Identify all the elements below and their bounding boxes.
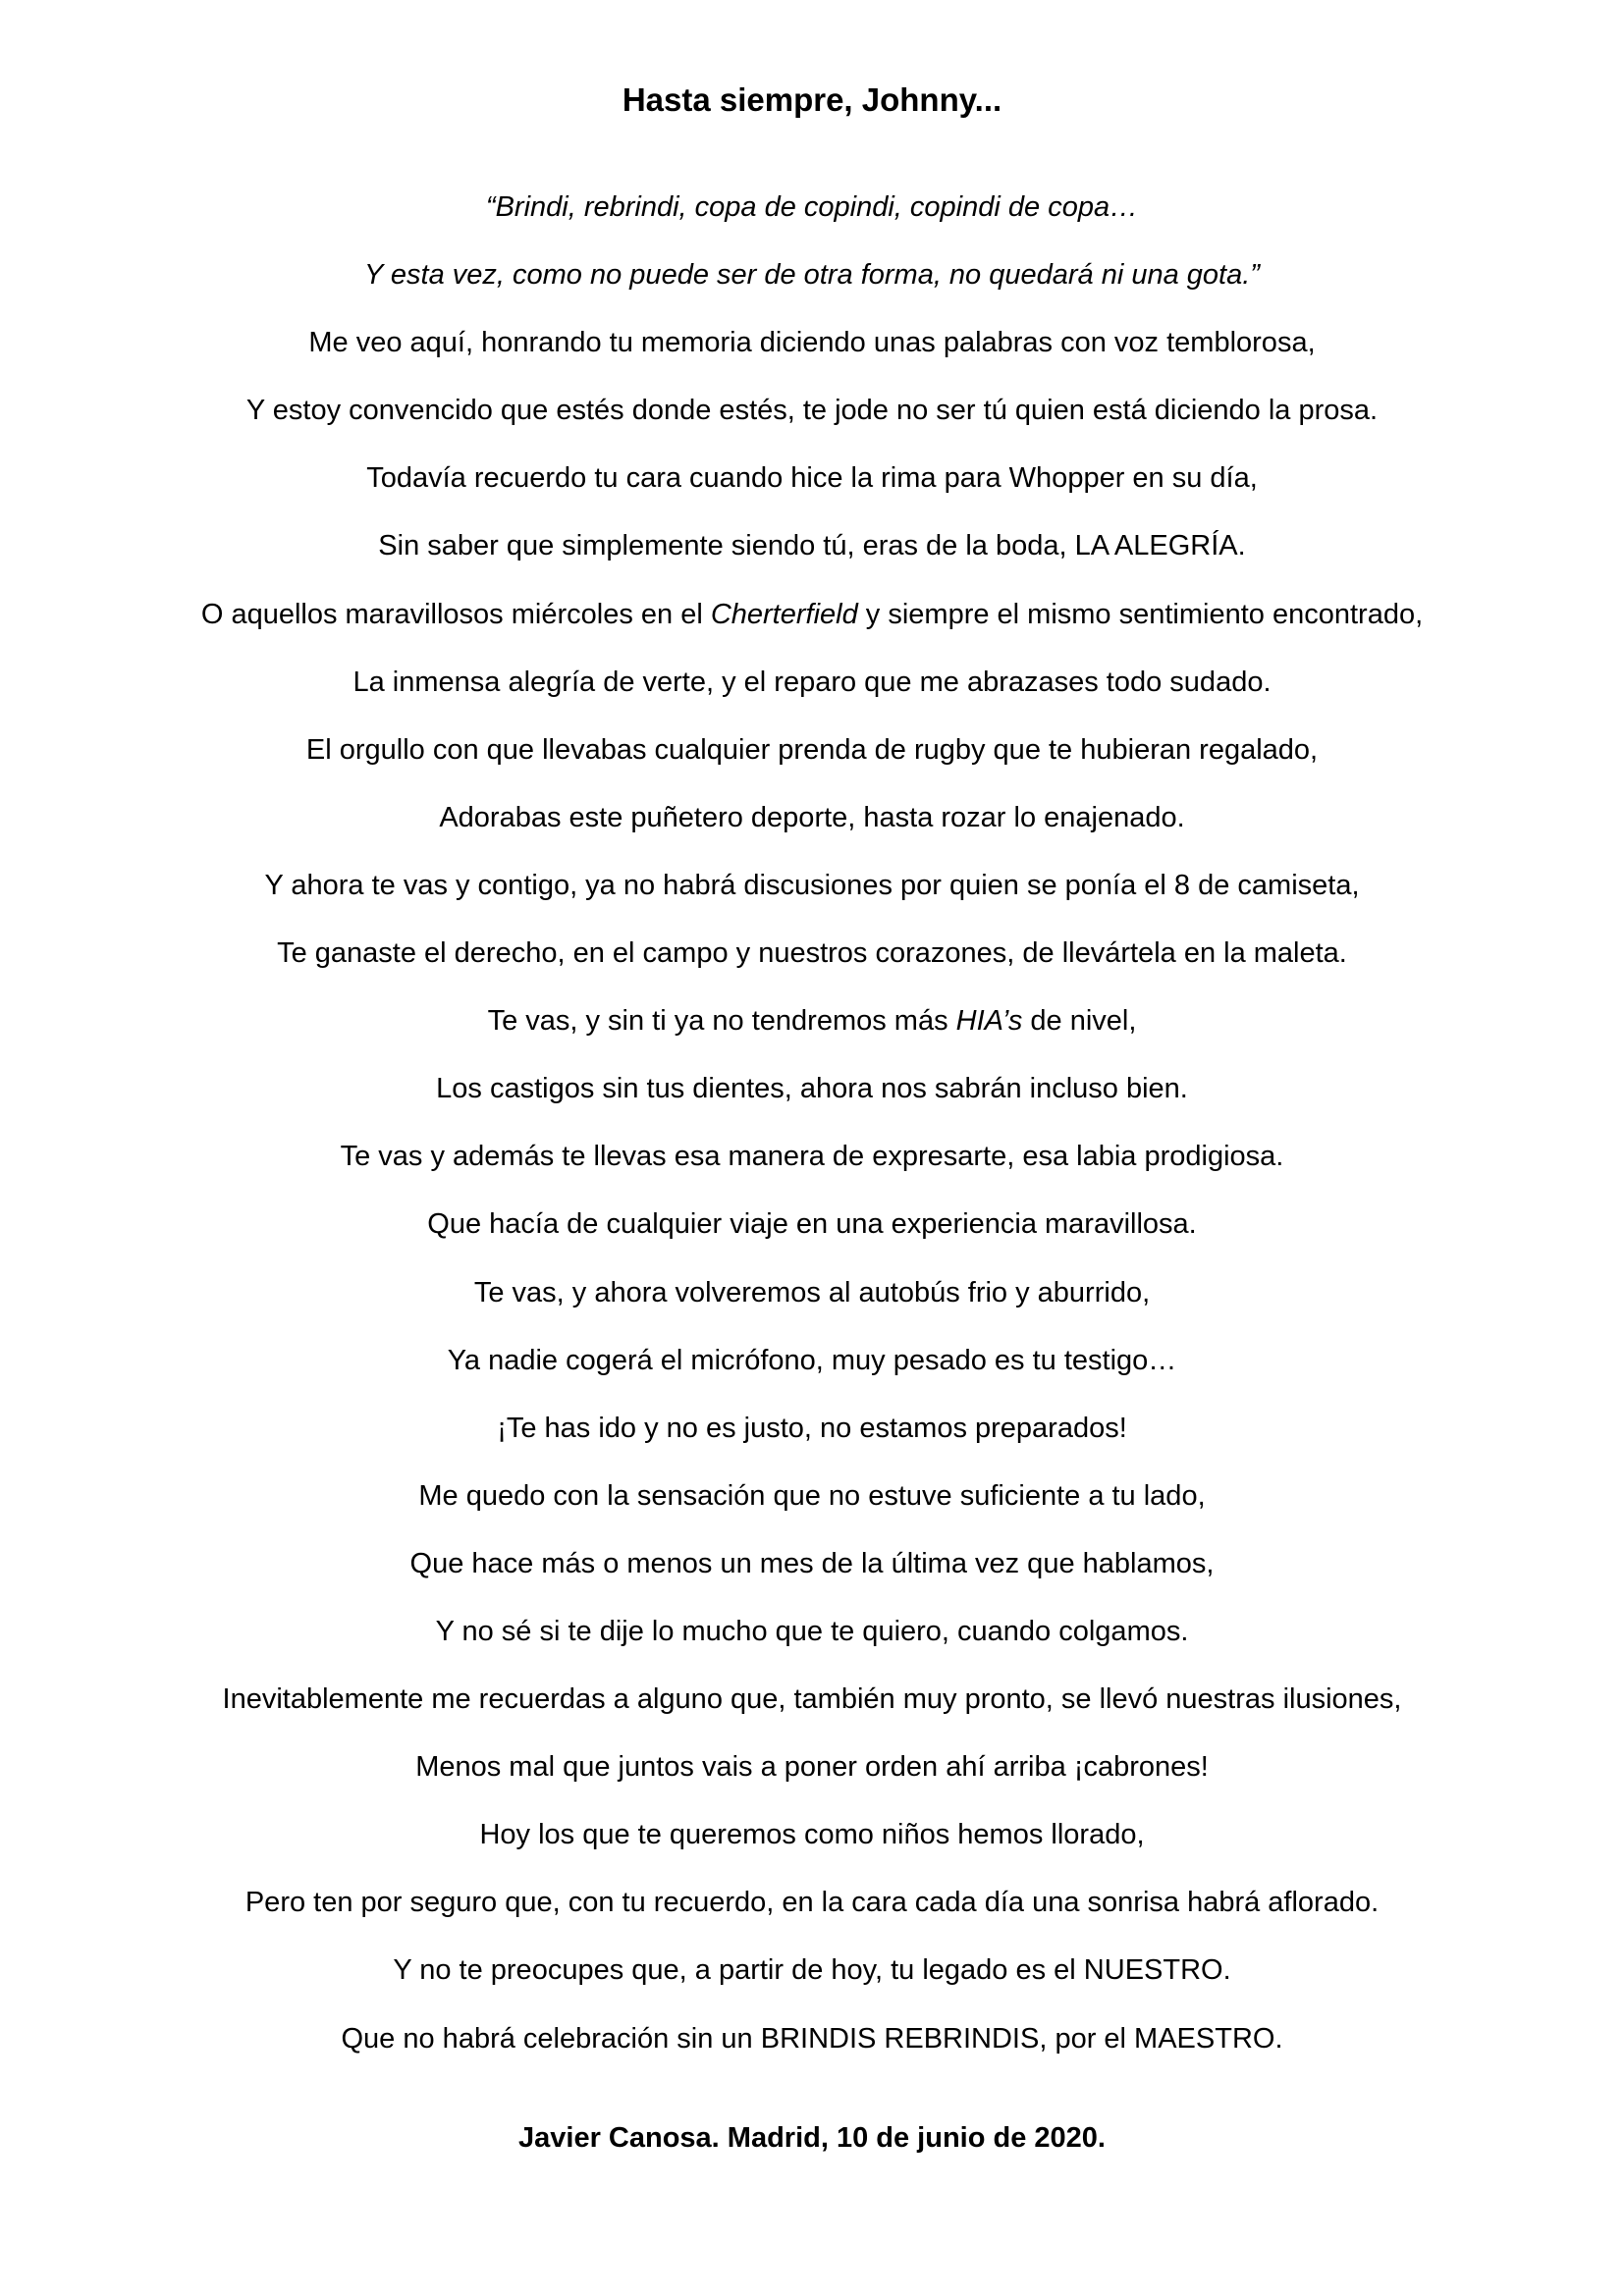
poem-line-text: de nivel, <box>1022 1005 1137 1038</box>
poem-line: Y no sé si te dije lo mucho que te quiero, cuando colgamos. <box>435 1615 1189 1647</box>
poem-line: Y esta vez, como no puede ser de otra forma, no quedará ni una gota.” <box>364 259 1260 292</box>
poem-line: Y no te preocupes que, a partir de hoy, tu legado es el NUESTRO. <box>393 1954 1231 1987</box>
place-name-emphasis: Cherterfield <box>710 598 858 630</box>
poem-line: Te vas, y ahora volveremos al autobús frio y aburrido, <box>473 1276 1151 1308</box>
poem-line-text: Te vas, y sin ti ya no tendremos más <box>487 1005 956 1038</box>
poem-line: Que no habrá celebración sin un BRINDIS REBRINDIS, por el MAESTRO. <box>341 2022 1283 2055</box>
poem-line: Que hace más o menos un mes de la última vez que hablamos, <box>409 1547 1215 1579</box>
signature: Javier Canosa. Madrid, 10 de junio de 2020. <box>518 2122 1106 2154</box>
poem-line: ¡Te has ido y no es justo, no estamos preparados! <box>497 1412 1127 1444</box>
poem-line: Todavía recuerdo tu cara cuando hice la rima para Whopper en su día, <box>366 462 1258 495</box>
poem-line: Los castigos sin tus dientes, ahora nos sabrán incluso bien. <box>436 1073 1188 1105</box>
poem-line: Y estoy convencido que estés donde estés, te jode no ser tú quien está diciendo la prosa. <box>245 395 1379 427</box>
poem-line: Que hacía de cualquier viaje en una experiencia maravillosa. <box>427 1208 1197 1241</box>
poem-body <box>0 174 1624 2073</box>
poem-line: Te vas y además te llevas esa manera de expresarte, esa labia prodigiosa. <box>340 1141 1284 1173</box>
poem-line: “Brindi, rebrindi, copa de copindi, copindi de copa… <box>485 191 1139 223</box>
poem-line: La inmensa alegría de verte, y el reparo que me abrazases todo sudado. <box>352 666 1272 698</box>
poem-line: Y ahora te vas y contigo, ya no habrá discusiones por quien se ponía el 8 de camiseta, <box>264 869 1360 901</box>
poem-line <box>0 988 1624 1055</box>
poem-line: Pero ten por seguro que, con tu recuerdo, en la cara cada día una sonrisa habrá aflorado. <box>244 1887 1380 1919</box>
poem-line: Menos mal que juntos vais a poner orden ahí arriba ¡cabrones! <box>415 1751 1209 1784</box>
poem-line: Inevitablemente me recuerdas a alguno que, también muy pronto, se llevó nuestras ilusiones, <box>222 1683 1402 1716</box>
poem-line-text: y siempre el mismo sentimiento encontrado, <box>857 598 1424 630</box>
page-title: Hasta siempre, Johnny... <box>622 81 1002 118</box>
poem-line: Me veo aquí, honrando tu memoria diciendo unas palabras con voz temblorosa, <box>308 327 1316 359</box>
poem-line: Hoy los que te queremos como niños hemos llorado, <box>479 1819 1145 1851</box>
poem-line: El orgullo con que llevabas cualquier prenda de rugby que te hubieran regalado, <box>305 733 1319 766</box>
poem-line: Adorabas este puñetero deporte, hasta rozar lo enajenado. <box>439 801 1185 833</box>
term-emphasis: HIA’s <box>955 1005 1023 1038</box>
poem-line <box>0 581 1624 649</box>
poem-line: Te ganaste el derecho, en el campo y nuestros corazones, de llevártela en la maleta. <box>277 937 1347 970</box>
poem-line: Me quedo con la sensación que no estuve suficiente a tu lado, <box>418 1479 1206 1512</box>
poem-line-text: O aquellos maravillosos miércoles en el <box>200 598 711 630</box>
poem-line: Sin saber que simplemente siendo tú, eras de la boda, LA ALEGRÍA. <box>378 530 1246 562</box>
poem-line: Ya nadie cogerá el micrófono, muy pesado es tu testigo… <box>447 1344 1177 1376</box>
